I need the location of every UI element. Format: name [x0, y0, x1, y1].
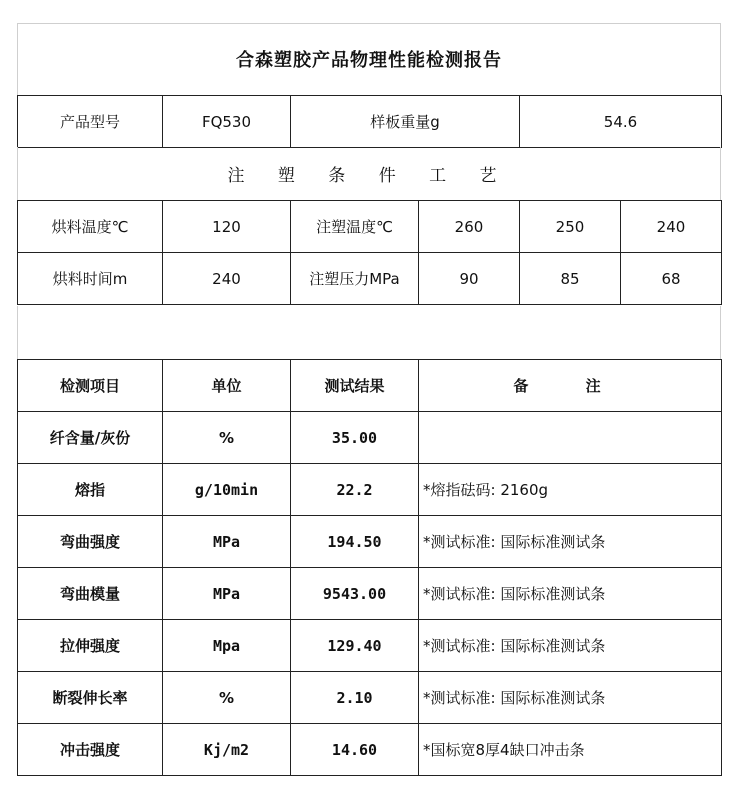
result-unit: MPa — [163, 516, 291, 568]
result-item: 弯曲模量 — [18, 568, 163, 620]
header-result: 测试结果 — [291, 360, 419, 412]
inject-pressure-3: 68 — [621, 253, 722, 305]
report-title: 合森塑胶产品物理性能检测报告 — [236, 50, 502, 71]
sample-weight-value: 54.6 — [520, 96, 722, 148]
inject-pressure-1: 90 — [419, 253, 520, 305]
result-value: 194.50 — [291, 516, 419, 568]
inject-temp-2: 250 — [520, 201, 621, 253]
result-unit: MPa — [163, 568, 291, 620]
result-value: 2.10 — [291, 672, 419, 724]
result-unit: % — [163, 412, 291, 464]
test-results-table — [17, 359, 722, 776]
product-model-value: FQ530 — [163, 96, 291, 148]
table-row — [18, 516, 722, 568]
result-note: *测试标准: 国际标准测试条 — [419, 672, 722, 724]
result-value: 129.40 — [291, 620, 419, 672]
result-item: 纤含量/灰份 — [18, 412, 163, 464]
inject-pressure-label: 注塑压力MPa — [291, 253, 419, 305]
result-value: 22.2 — [291, 464, 419, 516]
inject-temp-3: 240 — [621, 201, 722, 253]
table-row — [18, 412, 722, 464]
result-value: 35.00 — [291, 412, 419, 464]
conditions-title: 注 塑 条 件 工 艺 — [17, 147, 721, 200]
drying-temp-row — [18, 201, 722, 253]
result-item: 断裂伸长率 — [18, 672, 163, 724]
table-row — [18, 672, 722, 724]
result-note: *测试标准: 国际标准测试条 — [419, 516, 722, 568]
inject-temp-1: 260 — [419, 201, 520, 253]
result-value: 9543.00 — [291, 568, 419, 620]
drying-time-value: 240 — [163, 253, 291, 305]
result-unit: % — [163, 672, 291, 724]
table-row — [18, 464, 722, 516]
table-row — [18, 620, 722, 672]
header-note: 备 注 — [419, 360, 722, 412]
result-value: 14.60 — [291, 724, 419, 776]
drying-time-row — [18, 253, 722, 305]
inject-pressure-2: 85 — [520, 253, 621, 305]
result-item: 熔指 — [18, 464, 163, 516]
result-item: 弯曲强度 — [18, 516, 163, 568]
drying-temp-value: 120 — [163, 201, 291, 253]
drying-time-label: 烘料时间m — [18, 253, 163, 305]
result-unit: Mpa — [163, 620, 291, 672]
inject-temp-label: 注塑温度℃ — [291, 201, 419, 253]
result-note: *熔指砝码: 2160g — [419, 464, 722, 516]
blank-spacer-row — [17, 306, 721, 359]
header-unit: 单位 — [163, 360, 291, 412]
table-row — [18, 724, 722, 776]
sample-weight-label: 样板重量g — [291, 96, 520, 148]
result-note: *测试标准: 国际标准测试条 — [419, 568, 722, 620]
header-item: 检测项目 — [18, 360, 163, 412]
injection-conditions-table — [17, 200, 722, 305]
result-unit: g/10min — [163, 464, 291, 516]
drying-temp-label: 烘料温度℃ — [18, 201, 163, 253]
product-info-row — [18, 96, 722, 148]
result-item: 拉伸强度 — [18, 620, 163, 672]
product-model-label: 产品型号 — [18, 96, 163, 148]
result-note: *测试标准: 国际标准测试条 — [419, 620, 722, 672]
table-row — [18, 568, 722, 620]
results-header-row — [18, 360, 722, 412]
result-item: 冲击强度 — [18, 724, 163, 776]
product-info-table — [17, 95, 722, 148]
result-note — [419, 412, 722, 464]
result-unit: Kj/m2 — [163, 724, 291, 776]
result-note: *国标宽8厚4缺口冲击条 — [419, 724, 722, 776]
